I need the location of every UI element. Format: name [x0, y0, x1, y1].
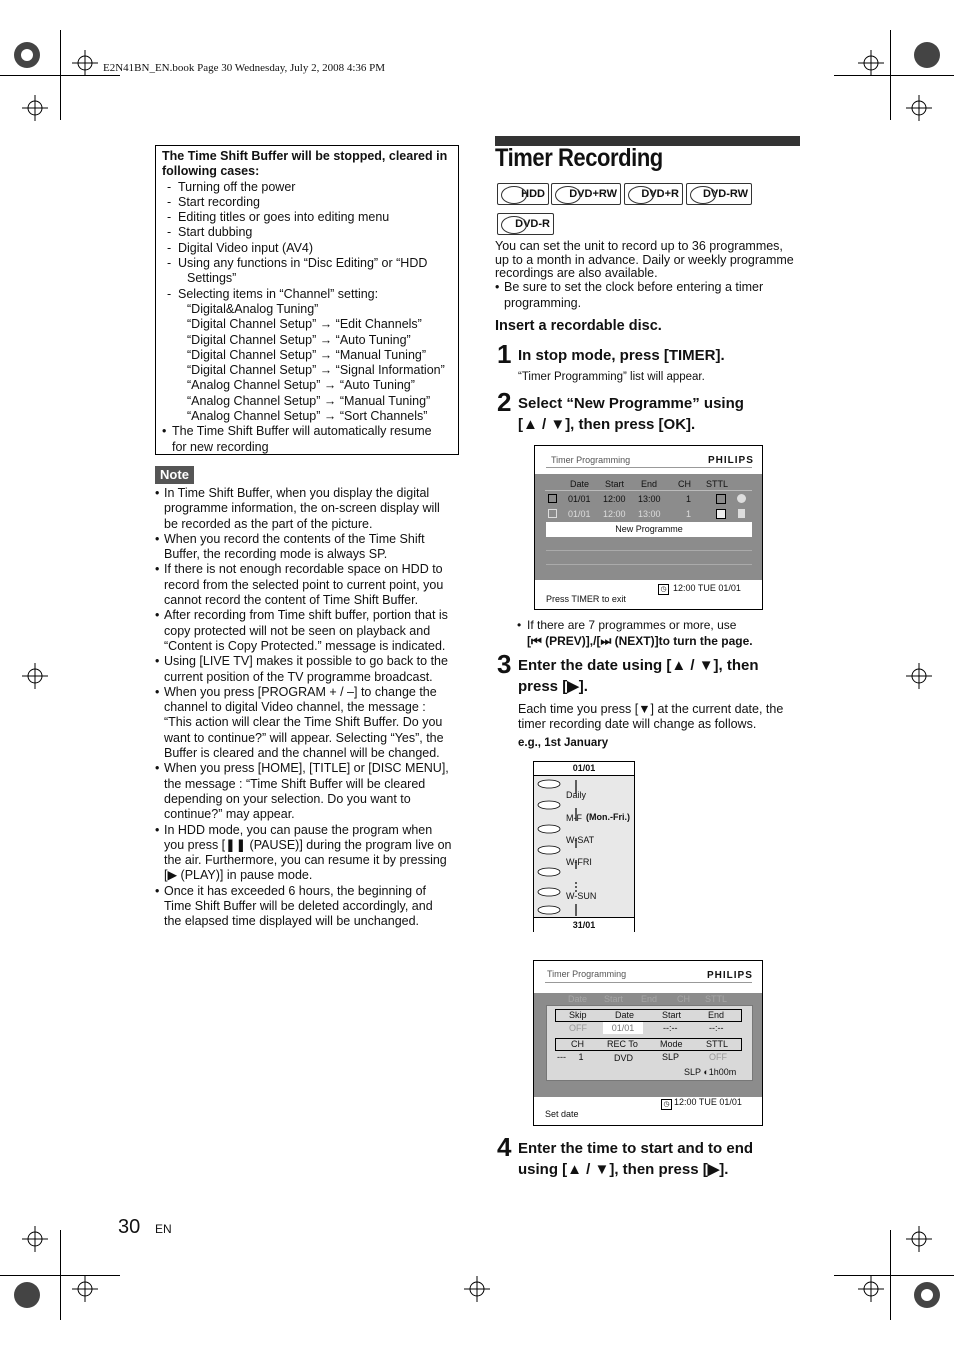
subtitle-box-icon [716, 509, 726, 519]
crosshair-icon [858, 1276, 884, 1302]
note-list [155, 486, 459, 930]
crosshair-icon [72, 50, 98, 76]
hdd-icon [738, 509, 745, 518]
crosshair-icon [858, 50, 884, 76]
clock-note-line: programming. [504, 296, 582, 310]
channel-item: “Digital Channel Setup” → “Edit Channels” [187, 317, 422, 332]
list-item-text: Digital Video input (AV4) [178, 240, 314, 255]
clock-readout: 12:00 TUE 01/01 [674, 1097, 742, 1107]
ghost-header: Date [568, 994, 588, 1004]
note-line: cannot record the content of Time Shift Buffer. [164, 593, 419, 608]
note-line: be recorded as the part of the picture. [164, 516, 373, 531]
screen-hint: Press TIMER to exit [546, 594, 626, 604]
bullet: • [155, 608, 160, 623]
ghost-header: CH [677, 994, 690, 1004]
note-line: the elapsed time displayed will be unchanged. [164, 914, 420, 929]
note-line: Time Shift Buffer will be deleted accordingly, and [164, 899, 433, 914]
crosshair-icon [22, 95, 48, 121]
note-item [155, 685, 459, 761]
cycle-label: (Mon.-Fri.) [586, 812, 630, 822]
screen-hint: Set date [545, 1109, 579, 1119]
brand-logo: PHILIPS [707, 970, 753, 981]
page-number: 30 [118, 1216, 141, 1238]
clock-readout: 12:00 TUE 01/01 [673, 583, 741, 593]
note-item [155, 486, 459, 532]
note-line: When you press [HOME], [TITLE] or [DISC MENU], [164, 761, 449, 776]
list-item-text: Editing titles or goes into editing menu [178, 210, 390, 225]
step4-line: Enter the time to start and to end [518, 1140, 754, 1157]
note-item-body [164, 532, 425, 563]
screen-title: Timer Programming [551, 455, 631, 465]
registration-target-icon [912, 1280, 942, 1310]
list-panel [535, 474, 762, 580]
step2-line: [▲ / ▼], then press [OK]. [518, 416, 696, 433]
page-title: Timer Recording [495, 144, 663, 172]
crop-mark [0, 1275, 120, 1276]
box-heading: The Time Shift Buffer will be stopped, cleared in following cases: [162, 149, 448, 179]
crosshair-icon [464, 1276, 490, 1302]
note-label: Note [155, 466, 194, 484]
note-line: Once it has exceeded 6 hours, the beginning of [164, 883, 426, 898]
note-line: When you record the contents of the Time Shift [164, 531, 425, 546]
step3-line: Enter the date using [▲ / ▼], then [518, 657, 759, 674]
note-item-body [164, 562, 443, 608]
field-label: Date [615, 1010, 635, 1020]
divider [546, 564, 752, 565]
time-shift-box [155, 145, 459, 455]
cycle-label: M-F [566, 813, 582, 823]
list-item: - Start recording [167, 194, 260, 209]
ch-field[interactable]: --- 1 [557, 1052, 584, 1062]
brand-logo: PHILIPS [708, 455, 754, 466]
example-label: e.g., 1st January [518, 737, 609, 749]
list-item-text: Start dubbing [178, 225, 253, 240]
row-start: 12:00 [603, 509, 626, 519]
bullet: • [155, 822, 160, 837]
channel-item: “Digital Channel Setup” → “Auto Tuning” [187, 332, 411, 347]
list-item: - Digital Video input (AV4) [167, 240, 314, 255]
diagram-end: 31/01 [534, 917, 634, 932]
channel-item: “Digital Channel Setup” → “Signal Information” [187, 363, 445, 378]
intro-line: You can set the unit to record up to 36 programmes, [495, 239, 783, 253]
note-line: Buffer, the recording mode is always SP. [164, 547, 388, 562]
bullet: • [155, 531, 160, 546]
registration-target-icon [912, 40, 942, 70]
note-line: If there is not enough recordable space on HDD to [164, 562, 443, 577]
logo-label: HDD [521, 188, 545, 200]
bullet: • [155, 654, 160, 669]
hdd-logo-icon [497, 183, 549, 205]
logo-label: DVD-R [515, 218, 550, 230]
field-label: CH [571, 1039, 584, 1049]
row-start: 12:00 [603, 494, 626, 504]
channel-item: “Digital Channel Setup” → “Manual Tuning” [187, 347, 427, 362]
cycle-label: W-SUN [566, 891, 597, 901]
note-line: want to continue?” will appear. Selecting “Yes”, the [164, 730, 444, 745]
column-header: Date [570, 479, 590, 489]
bullet: • [155, 562, 160, 577]
bullet: • [155, 684, 160, 699]
note-line: Using [LIVE TV] makes it possible to go back to the [164, 654, 448, 669]
step-number: 4 [497, 1132, 512, 1162]
cycle-label: W-FRI [566, 857, 592, 867]
note-item [155, 562, 459, 608]
note-line: programme information, the on-screen display will [164, 501, 440, 516]
note-line: “This action will clear the Time Shift Buffer. Do you [164, 715, 443, 730]
step3-subtext [518, 702, 783, 732]
step4-text [518, 1138, 753, 1180]
page-note-line: [⏮ (PREV)],/[⏭ (NEXT)]to turn the page. [527, 633, 753, 648]
divider [546, 550, 752, 551]
disc-icon [737, 494, 746, 503]
crop-mark [834, 1275, 954, 1276]
note-item-body [164, 685, 444, 761]
step3-line: press [▶]. [518, 678, 588, 695]
bullet: • [155, 883, 160, 898]
subtitle-box-icon [716, 494, 726, 504]
clock-note-line: Be sure to set the clock before entering a timer [504, 279, 764, 294]
crosshair-icon [906, 95, 932, 121]
note-item-body [164, 608, 448, 654]
note-item-body [164, 761, 449, 822]
insert-disc: Insert a recordable disc. [495, 318, 662, 334]
note-line: When you press [PROGRAM + / –] to change the [164, 684, 437, 699]
row-date: 01/01 [568, 509, 591, 519]
crosshair-icon [72, 1276, 98, 1302]
step1-text: In stop mode, press [TIMER]. [518, 347, 725, 364]
bullet: • [155, 486, 160, 500]
cycle-label: W-SAT [566, 835, 595, 845]
note-line: depending on your selection. Do you want to [164, 791, 411, 806]
step3-sub-line: Each time you press [▼] at the current date, the [518, 702, 784, 716]
checkbox-icon [548, 494, 557, 503]
note-item [155, 608, 459, 654]
note-item [155, 823, 459, 884]
list-item: - Turning off the power [167, 179, 296, 194]
cycle-label: Daily [566, 790, 587, 800]
sttl-field[interactable]: OFF [709, 1052, 727, 1062]
row-end: 13:00 [638, 509, 661, 519]
checkbox-icon [548, 509, 557, 518]
date-cycle-diagram [533, 761, 635, 932]
note-item [155, 761, 459, 822]
step-number: 3 [497, 649, 512, 679]
list-item: - Using any functions in “Disc Editing” or “HDD [167, 256, 428, 271]
timer-list-screen [534, 445, 763, 610]
note-line: current position of the TV programme broadcast. [164, 669, 433, 684]
note-line: the air. Furthermore, you can resume it by pressing [164, 853, 447, 868]
screen-title: Timer Programming [547, 969, 627, 979]
column-header: STTL [706, 479, 729, 489]
step3-sub-line: timer recording date will change as follows. [518, 717, 757, 731]
list-item: - Editing titles or goes into editing menu [167, 210, 390, 225]
note-line: Buffer is cleared and the channel will be changed. [164, 746, 440, 761]
field-label: End [708, 1010, 725, 1020]
dvd-plus-r-logo-icon [624, 183, 683, 205]
field-label: Start [662, 1010, 682, 1020]
field-label: Skip [569, 1010, 587, 1020]
list-item: - Selecting items in “Channel” setting: [167, 286, 379, 301]
list-item-text: Settings” [187, 271, 237, 286]
step2-text [518, 393, 744, 435]
note-line: “Content is Copy Protected.” message is indicated. [164, 638, 446, 653]
skip-value[interactable]: OFF [569, 1023, 587, 1033]
page-note: • If there are 7 programmes or more, use [⏮ (PREV)],/[⏭ (NEXT)]to turn the page. [517, 618, 753, 648]
note-line: record from the selected point to current point, you [164, 577, 444, 592]
divider [545, 490, 752, 491]
mode-field[interactable]: SLP [662, 1052, 680, 1062]
dvd-minus-r-logo-icon [497, 213, 554, 235]
note-item-body [164, 654, 448, 685]
list-item-text: Using any functions in “Disc Editing” or “HDD [178, 256, 428, 271]
channel-item: “Analog Channel Setup” → “Auto Tuning” [187, 378, 415, 393]
date-field[interactable]: 01/01 [603, 1022, 643, 1034]
crosshair-icon [906, 663, 932, 689]
note-line: In Time Shift Buffer, when you display the digital [164, 486, 430, 500]
field-label: Mode [660, 1039, 683, 1049]
logo-label: DVD-RW [702, 188, 748, 200]
crosshair-icon [22, 663, 48, 689]
column-header: CH [678, 479, 691, 489]
page-note-line: If there are 7 programmes or more, use [527, 618, 737, 632]
field-label: STTL [706, 1039, 729, 1049]
list-item: - Start dubbing [167, 225, 253, 240]
step3-text [518, 655, 759, 697]
note-item [155, 532, 459, 563]
note-line: In HDD mode, you can pause the program when [164, 822, 433, 837]
note-line: channel to digital Video channel, the message : [164, 700, 426, 715]
intro-line: recordings are also available. [495, 266, 658, 280]
diagram-start: 01/01 [534, 762, 634, 776]
bullet: • [155, 761, 160, 776]
note-line: [▶ (PLAY)] in pause mode. [164, 868, 313, 883]
step-number: 1 [497, 339, 512, 369]
language-tag: EN [155, 1222, 172, 1236]
intro-text [495, 240, 805, 311]
rec-to-field[interactable]: DVD [614, 1053, 634, 1063]
ghost-header: STTL [705, 994, 728, 1004]
row-date: 01/01 [568, 494, 591, 504]
clock-note: • Be sure to set the clock before entering a timer [495, 279, 764, 294]
new-programme-item[interactable]: New Programme [546, 522, 752, 537]
list-item-text: Start recording [178, 194, 260, 209]
note-item-body [164, 486, 440, 532]
note-item [155, 884, 459, 930]
list-item-text: Selecting items in “Channel” setting: [178, 286, 379, 301]
list-item-text: The Time Shift Buffer will automatically resume [172, 424, 432, 439]
step-number: 2 [497, 387, 512, 417]
divider [546, 467, 752, 468]
timer-edit-screen [533, 960, 763, 1126]
step1-subtext: “Timer Programming” list will appear. [518, 371, 705, 383]
note-line: the message : “Time Shift Buffer will be cleared [164, 776, 426, 791]
crosshair-icon [22, 1226, 48, 1252]
intro-line: up to a month in advance. Daily or weekly programme [495, 252, 794, 267]
dvd-plus-rw-logo-icon [551, 183, 621, 205]
note-line: copy protected will not be seen on playback and [164, 623, 431, 638]
channel-item: “Digital&Analog Tuning” [187, 301, 319, 316]
step2-line: Select “New Programme” using [518, 395, 744, 412]
clock-icon: ◷ [658, 584, 669, 595]
crop-mark [0, 75, 120, 76]
crosshair-icon [906, 1226, 932, 1252]
step4-line: using [▲ / ▼], then press [▶]. [518, 1161, 729, 1178]
row-end: 13:00 [638, 494, 661, 504]
list-item-text: for new recording [172, 439, 269, 454]
note-line: you press [❚❚ (PAUSE)] during the program live on [164, 837, 452, 852]
logo-label: DVD+RW [569, 188, 617, 200]
start-field[interactable]: --:-- [663, 1023, 678, 1033]
remaining-time: SLP ◐1h00m [684, 1067, 737, 1077]
note-item-body [164, 823, 452, 884]
channel-item: “Analog Channel Setup” → “Sort Channels” [187, 409, 428, 424]
registration-target-icon [12, 1280, 42, 1310]
divider [545, 982, 752, 983]
dvd-minus-rw-logo-icon [686, 183, 752, 205]
clock-icon: ◷ [661, 1099, 672, 1110]
column-header: End [641, 479, 658, 489]
crop-mark [834, 75, 954, 76]
row-ch: 1 [686, 494, 692, 504]
column-header: Start [605, 479, 625, 489]
list-item: • The Time Shift Buffer will automatically resume [162, 424, 432, 439]
logo-label: DVD+R [641, 188, 679, 200]
note-line: continue?” may appear. [164, 807, 295, 822]
edit-panel [534, 993, 762, 1097]
registration-target-icon [12, 40, 42, 70]
note-item [155, 654, 459, 685]
row-ch: 1 [686, 509, 692, 519]
edit-form [546, 1005, 753, 1081]
list-item-text: Turning off the power [178, 179, 296, 194]
note-item-body [164, 884, 433, 930]
field-label: REC To [607, 1039, 638, 1049]
ghost-header: Start [604, 994, 624, 1004]
channel-item: “Analog Channel Setup” → “Manual Tuning” [187, 393, 431, 408]
note-line: After recording from Time shift buffer, portion that is [164, 608, 448, 623]
ghost-header: End [641, 994, 658, 1004]
end-field[interactable]: --:-- [709, 1023, 724, 1033]
file-header: E2N41BN_EN.book Page 30 Wednesday, July 2, 2008 4:36 PM [103, 62, 386, 74]
